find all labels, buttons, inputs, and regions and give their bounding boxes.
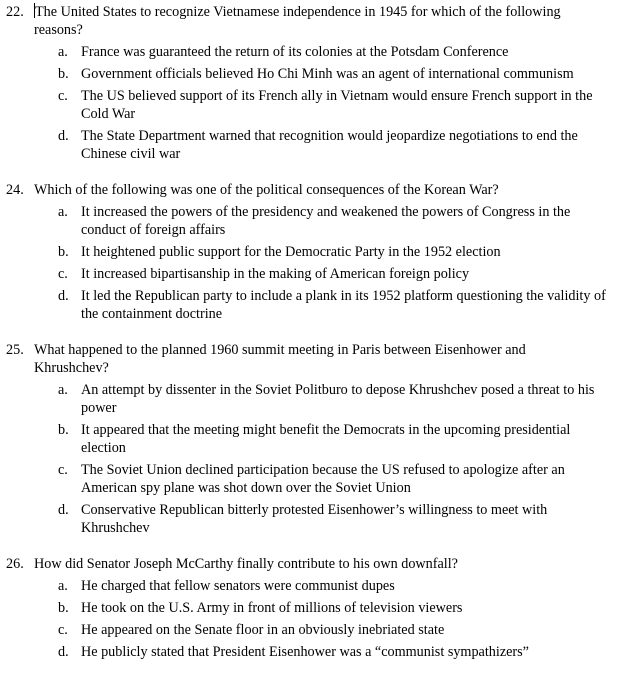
option-text: An attempt by dissenter in the Soviet Politburo to depose Khrushchev posed a threat to his power — [81, 382, 595, 416]
option-text: The Soviet Union declined participation because the US refused to apologize after an American spy plane was shot down over the Soviet Union — [81, 462, 565, 496]
option-d — [0, 501, 621, 537]
question-26 — [0, 555, 621, 661]
option-b — [0, 243, 621, 261]
question-24 — [0, 181, 621, 323]
option-letter: d. — [58, 288, 69, 304]
option-letter: d. — [58, 644, 69, 660]
option-letter: d. — [58, 128, 69, 144]
option-a — [0, 381, 621, 417]
option-text: He publicly stated that President Eisenhower was a “communist sympathizers” — [81, 644, 529, 660]
option-a — [0, 43, 621, 61]
option-letter: b. — [58, 422, 69, 438]
option-d — [0, 287, 621, 323]
option-letter: a. — [58, 44, 68, 60]
option-list — [0, 43, 621, 163]
question-text: Which of the following was one of the political consequences of the Korean War? — [34, 182, 499, 198]
option-letter: b. — [58, 244, 69, 260]
question-stem[interactable] — [0, 3, 621, 39]
question-number: 24. — [6, 182, 24, 198]
option-d — [0, 127, 621, 163]
question-22 — [0, 3, 621, 163]
option-a — [0, 577, 621, 595]
option-text: The US believed support of its French ally in Vietnam would ensure French support in the Cold War — [81, 88, 593, 122]
option-letter: b. — [58, 66, 69, 82]
option-a — [0, 203, 621, 239]
option-text: It increased the powers of the presidency and weakened the powers of Congress in the conduct of foreign affairs — [81, 204, 571, 238]
option-list — [0, 381, 621, 537]
option-text: Conservative Republican bitterly protested Eisenhower’s willingness to meet with Khrushchev — [81, 502, 548, 536]
option-c — [0, 265, 621, 283]
option-b — [0, 599, 621, 617]
question-text: How did Senator Joseph McCarthy finally contribute to his own downfall? — [34, 556, 458, 572]
option-text: It led the Republican party to include a plank in its 1952 platform questioning the validity of the containment doctrine — [81, 288, 606, 322]
question-number: 26. — [6, 556, 24, 572]
option-letter: a. — [58, 578, 68, 594]
option-d — [0, 643, 621, 661]
document-page — [0, 3, 621, 679]
option-letter: d. — [58, 502, 69, 518]
option-c — [0, 87, 621, 123]
option-text: France was guaranteed the return of its colonies at the Potsdam Conference — [81, 44, 509, 60]
option-letter: c. — [58, 462, 68, 478]
option-c — [0, 461, 621, 497]
question-stem — [0, 181, 621, 199]
question-number: 25. — [6, 342, 24, 358]
option-list — [0, 203, 621, 323]
option-list — [0, 577, 621, 661]
question-stem — [0, 555, 621, 573]
option-text: He appeared on the Senate floor in an obviously inebriated state — [81, 622, 445, 638]
question-text: The United States to recognize Vietnamese independence in 1945 for which of the following reasons? — [34, 4, 561, 38]
option-letter: c. — [58, 622, 68, 638]
option-letter: b. — [58, 600, 69, 616]
option-c — [0, 621, 621, 639]
option-text: He charged that fellow senators were communist dupes — [81, 578, 395, 594]
option-text: Government officials believed Ho Chi Minh was an agent of international communism — [81, 66, 574, 82]
option-letter: a. — [58, 204, 68, 220]
question-stem — [0, 341, 621, 377]
question-text: What happened to the planned 1960 summit meeting in Paris between Eisenhower and Khrushchev? — [34, 342, 526, 376]
option-text: It appeared that the meeting might benefit the Democrats in the upcoming presidential election — [81, 422, 571, 456]
option-text: It increased bipartisanship in the making of American foreign policy — [81, 266, 470, 282]
question-number: 22. — [6, 4, 24, 20]
question-25 — [0, 341, 621, 537]
option-letter: c. — [58, 266, 68, 282]
option-letter: a. — [58, 382, 68, 398]
option-text: The State Department warned that recognition would jeopardize negotiations to end the Chinese civil war — [81, 128, 578, 162]
option-b — [0, 65, 621, 83]
option-b — [0, 421, 621, 457]
option-text: It heightened public support for the Democratic Party in the 1952 election — [81, 244, 501, 260]
option-letter: c. — [58, 88, 68, 104]
option-text: He took on the U.S. Army in front of millions of television viewers — [81, 600, 463, 616]
